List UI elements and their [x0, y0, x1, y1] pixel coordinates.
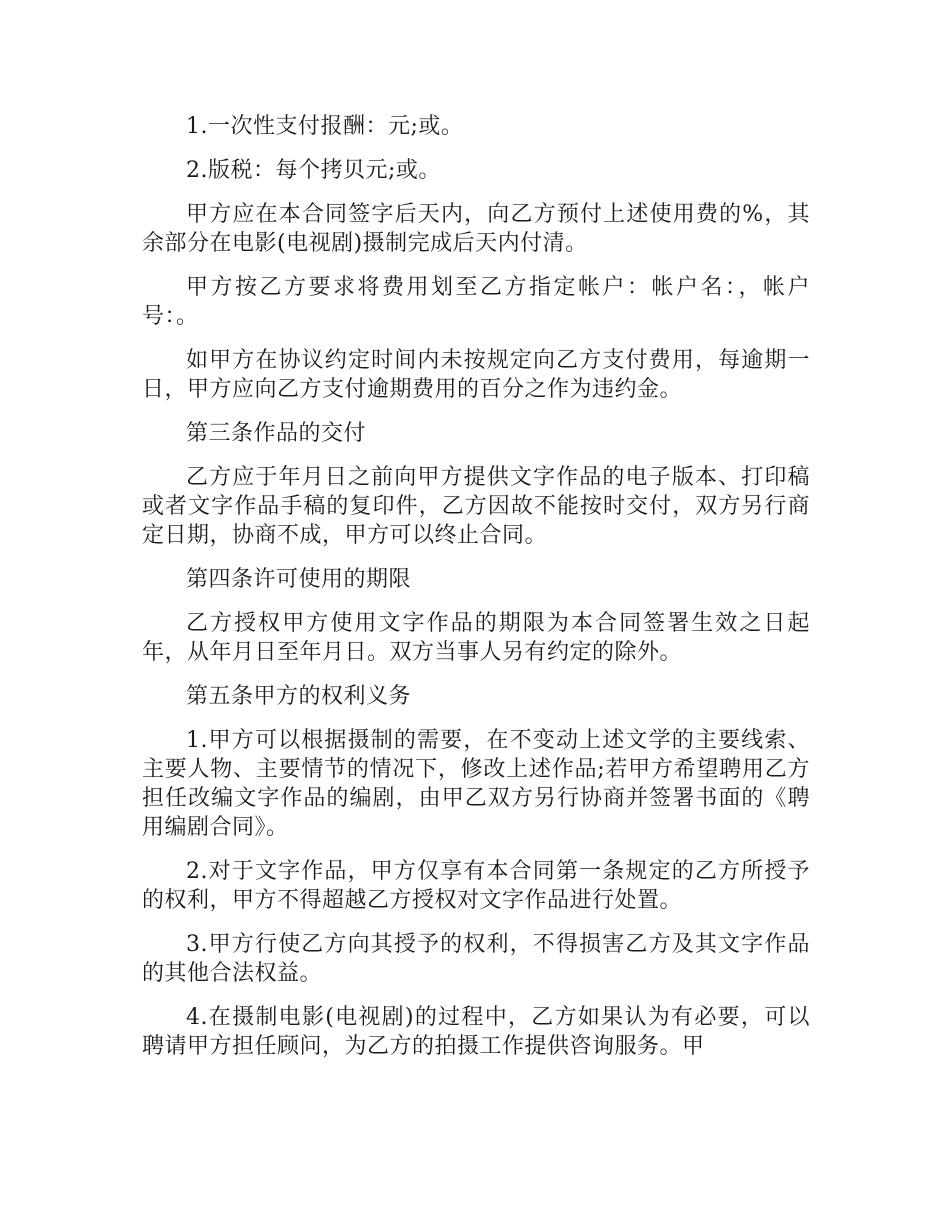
advance-payment-clause: 甲方应在本合同签字后天内，向乙方预付上述使用费的%，其余部分在电影(电视剧)摄制完成后天内付清。 — [142, 202, 810, 256]
license-term-clause: 乙方授权甲方使用文字作品的期限为本合同签署生效之日起年，从年月日至年月日。双方当事人另有约定的除外。 — [142, 611, 810, 665]
article-5-heading: 第五条甲方的权利义务 — [186, 684, 412, 709]
late-payment-penalty-clause: 如甲方在协议约定时间内未按规定向乙方支付费用，每逾期一日，甲方应向乙方支付逾期费用的百分之作为违约金。 — [142, 348, 810, 402]
article-3-heading: 第三条作品的交付 — [186, 421, 367, 446]
party-a-right-2: 2.对于文字作品，甲方仅享有本合同第一条规定的乙方所授予的权利，甲方不得超越乙方授权对文字作品进行处置。 — [142, 859, 810, 913]
party-a-right-3: 3.甲方行使乙方向其授予的权利，不得损害乙方及其文字作品的其他合法权益。 — [142, 932, 810, 986]
delivery-clause: 乙方应于年月日之前向甲方提供文字作品的电子版本、打印稿或者文字作品手稿的复印件，乙方因故不能按时交付，双方另行商定日期，协商不成，甲方可以终止合同。 — [142, 465, 810, 548]
payment-option-royalty: 2.版税：每个拷贝元;或。 — [186, 158, 441, 183]
payment-option-lump-sum: 1.一次性支付报酬：元;或。 — [186, 114, 464, 139]
article-4-heading: 第四条许可使用的期限 — [186, 567, 412, 592]
party-a-right-4: 4.在摄制电影(电视剧)的过程中，乙方如果认为有必要，可以聘请甲方担任顾问，为乙方的拍摄工作提供咨询服务。甲 — [142, 1005, 810, 1059]
party-a-right-1: 1.甲方可以根据摄制的需要，在不变动上述文学的主要线索、主要人物、主要情节的情况下，修改上述作品;若甲方希望聘用乙方担任改编文字作品的编剧，由甲乙双方另行协商并签署书面的《聘用编剧合同》。 — [142, 728, 810, 840]
bank-account-clause: 甲方按乙方要求将费用划至乙方指定帐户：帐户名：，帐户号：。 — [142, 275, 810, 329]
document-body — [142, 112, 810, 1076]
